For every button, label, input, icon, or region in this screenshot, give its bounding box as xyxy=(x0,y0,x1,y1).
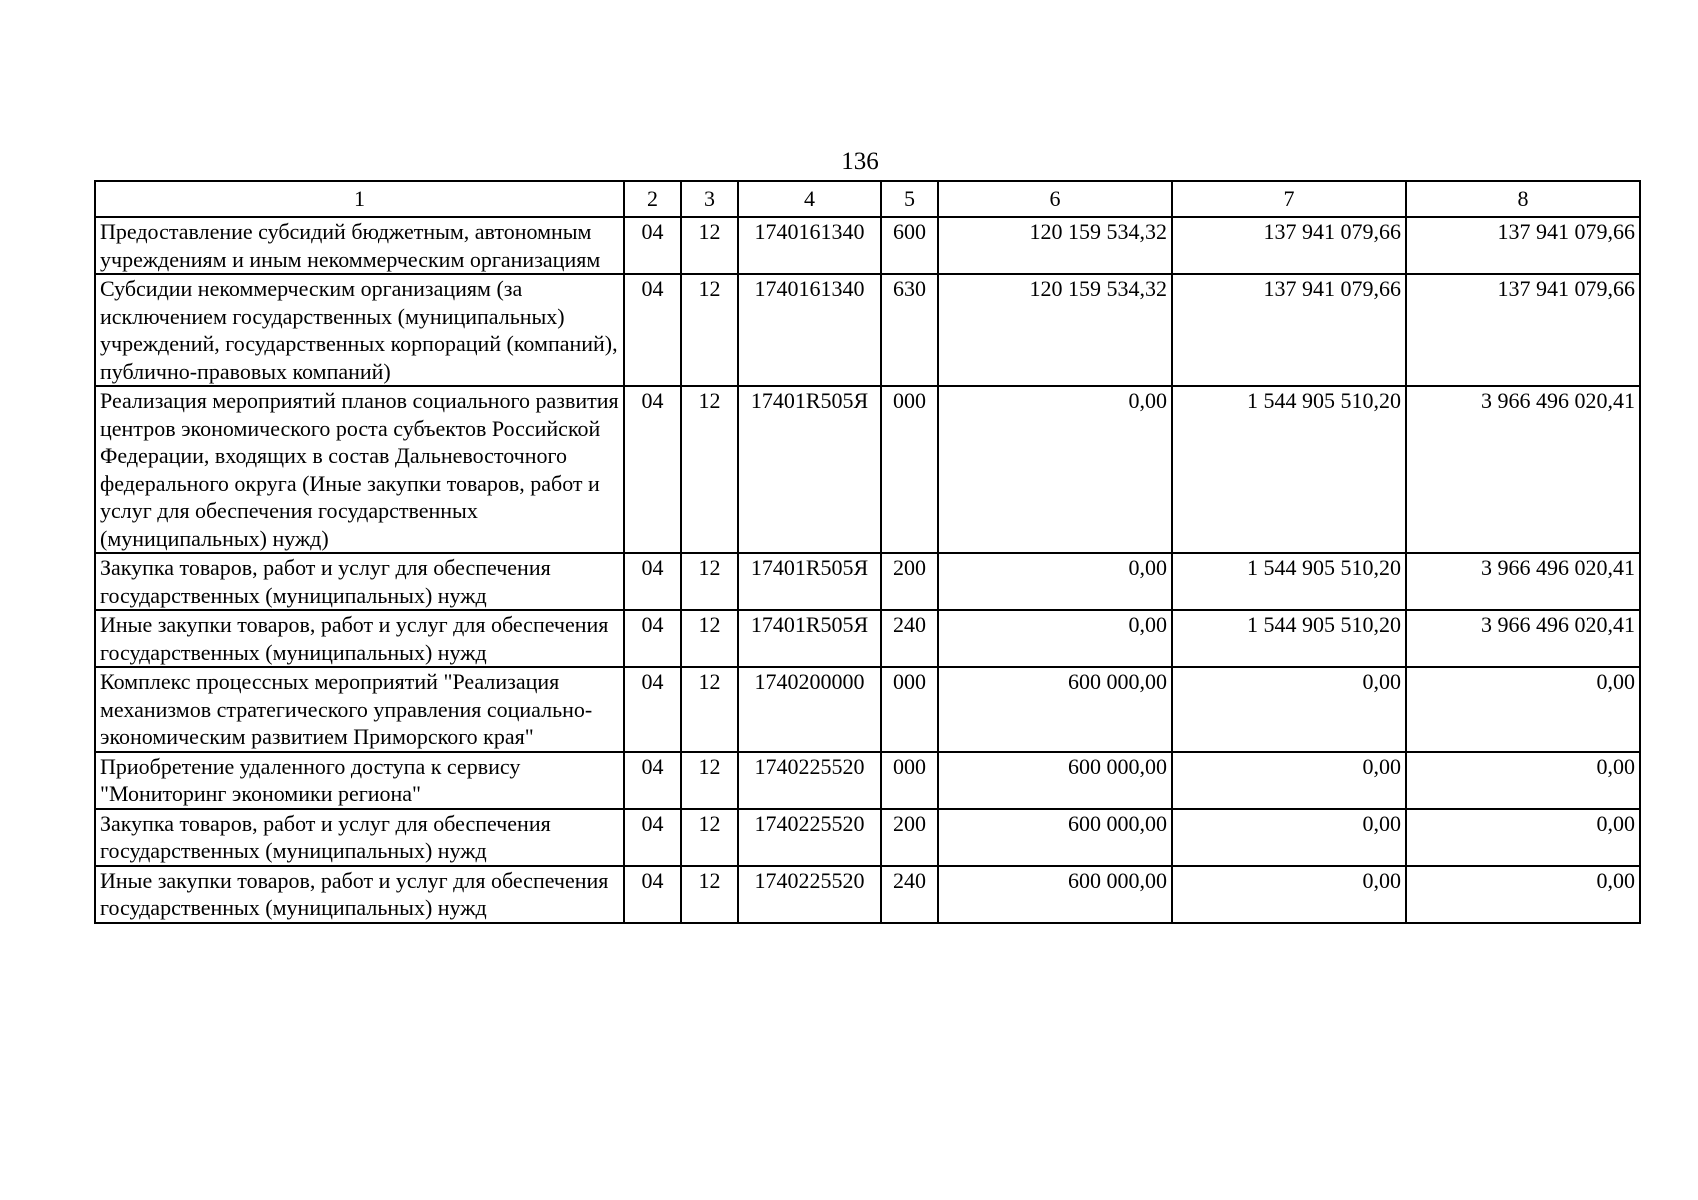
table-row xyxy=(95,866,1640,923)
expense-type-code: 200 xyxy=(881,553,938,610)
amount-col8: 3 966 496 020,41 xyxy=(1406,386,1640,553)
subsection-code: 12 xyxy=(681,809,738,866)
section-code: 04 xyxy=(624,217,681,274)
header-cell: 5 xyxy=(881,181,938,217)
amount-col7: 1 544 905 510,20 xyxy=(1172,553,1406,610)
target-article-code: 1740225520 xyxy=(738,866,881,923)
amount-col8: 3 966 496 020,41 xyxy=(1406,610,1640,667)
row-name: Иные закупки товаров, работ и услуг для обеспечения государственных (муниципальных) нужд xyxy=(95,610,624,667)
section-code: 04 xyxy=(624,274,681,386)
table-row xyxy=(95,274,1640,386)
expense-type-code: 240 xyxy=(881,610,938,667)
target-article-code: 17401R505Я xyxy=(738,553,881,610)
section-code: 04 xyxy=(624,553,681,610)
amount-col6: 120 159 534,32 xyxy=(938,274,1172,386)
amount-col7: 137 941 079,66 xyxy=(1172,217,1406,274)
row-name: Приобретение удаленного доступа к сервису "Мониторинг экономики региона" xyxy=(95,752,624,809)
header-cell: 7 xyxy=(1172,181,1406,217)
amount-col8: 0,00 xyxy=(1406,752,1640,809)
section-code: 04 xyxy=(624,752,681,809)
amount-col8: 0,00 xyxy=(1406,667,1640,752)
row-name: Закупка товаров, работ и услуг для обеспечения государственных (муниципальных) нужд xyxy=(95,553,624,610)
section-code: 04 xyxy=(624,610,681,667)
amount-col7: 137 941 079,66 xyxy=(1172,274,1406,386)
amount-col6: 600 000,00 xyxy=(938,667,1172,752)
row-name: Комплекс процессных мероприятий "Реализация механизмов стратегического управления социально-экономическим развитием Приморского края" xyxy=(95,667,624,752)
amount-col7: 0,00 xyxy=(1172,809,1406,866)
amount-col6: 600 000,00 xyxy=(938,809,1172,866)
amount-col8: 137 941 079,66 xyxy=(1406,217,1640,274)
table-row xyxy=(95,667,1640,752)
header-cell: 1 xyxy=(95,181,624,217)
row-name: Предоставление субсидий бюджетным, автономным учреждениям и иным некоммерческим организациям xyxy=(95,217,624,274)
expense-type-code: 000 xyxy=(881,386,938,553)
amount-col8: 3 966 496 020,41 xyxy=(1406,553,1640,610)
expense-type-code: 600 xyxy=(881,217,938,274)
expense-type-code: 000 xyxy=(881,667,938,752)
subsection-code: 12 xyxy=(681,386,738,553)
amount-col7: 0,00 xyxy=(1172,667,1406,752)
header-cell: 6 xyxy=(938,181,1172,217)
amount-col6: 0,00 xyxy=(938,610,1172,667)
amount-col6: 0,00 xyxy=(938,553,1172,610)
amount-col6: 600 000,00 xyxy=(938,752,1172,809)
section-code: 04 xyxy=(624,386,681,553)
amount-col7: 0,00 xyxy=(1172,866,1406,923)
subsection-code: 12 xyxy=(681,610,738,667)
header-cell: 4 xyxy=(738,181,881,217)
section-code: 04 xyxy=(624,809,681,866)
section-code: 04 xyxy=(624,866,681,923)
amount-col6: 0,00 xyxy=(938,386,1172,553)
row-name: Закупка товаров, работ и услуг для обеспечения государственных (муниципальных) нужд xyxy=(95,809,624,866)
subsection-code: 12 xyxy=(681,553,738,610)
subsection-code: 12 xyxy=(681,866,738,923)
row-name: Субсидии некоммерческим организациям (за исключением государственных (муниципальных) учреждений, государственных корпораций (компаний), публично-правовых компаний) xyxy=(95,274,624,386)
expense-type-code: 240 xyxy=(881,866,938,923)
target-article-code: 1740225520 xyxy=(738,752,881,809)
table-row xyxy=(95,553,1640,610)
subsection-code: 12 xyxy=(681,667,738,752)
table-row xyxy=(95,386,1640,553)
table-row xyxy=(95,809,1640,866)
row-name: Реализация мероприятий планов социального развития центров экономического роста субъектов Российской Федерации, входящих в состав Дальневосточного федерального округа (Иные закупки товаров, работ и услуг для обеспечения государственных (муниципальных) нужд) xyxy=(95,386,624,553)
subsection-code: 12 xyxy=(681,752,738,809)
amount-col6: 120 159 534,32 xyxy=(938,217,1172,274)
amount-col6: 600 000,00 xyxy=(938,866,1172,923)
section-code: 04 xyxy=(624,667,681,752)
target-article-code: 1740225520 xyxy=(738,809,881,866)
table-row xyxy=(95,752,1640,809)
amount-col8: 137 941 079,66 xyxy=(1406,274,1640,386)
expense-type-code: 000 xyxy=(881,752,938,809)
target-article-code: 1740161340 xyxy=(738,274,881,386)
amount-col7: 1 544 905 510,20 xyxy=(1172,386,1406,553)
row-name: Иные закупки товаров, работ и услуг для обеспечения государственных (муниципальных) нужд xyxy=(95,866,624,923)
amount-col8: 0,00 xyxy=(1406,809,1640,866)
target-article-code: 1740161340 xyxy=(738,217,881,274)
amount-col7: 0,00 xyxy=(1172,752,1406,809)
expense-type-code: 630 xyxy=(881,274,938,386)
subsection-code: 12 xyxy=(681,217,738,274)
target-article-code: 17401R505Я xyxy=(738,610,881,667)
subsection-code: 12 xyxy=(681,274,738,386)
amount-col8: 0,00 xyxy=(1406,866,1640,923)
target-article-code: 17401R505Я xyxy=(738,386,881,553)
table-row xyxy=(95,217,1640,274)
expense-type-code: 200 xyxy=(881,809,938,866)
target-article-code: 1740200000 xyxy=(738,667,881,752)
budget-table xyxy=(94,180,1641,924)
amount-col7: 1 544 905 510,20 xyxy=(1172,610,1406,667)
table-header-row xyxy=(95,181,1640,217)
header-cell: 3 xyxy=(681,181,738,217)
header-cell: 8 xyxy=(1406,181,1640,217)
page-number: 136 xyxy=(841,148,879,175)
header-cell: 2 xyxy=(624,181,681,217)
table-row xyxy=(95,610,1640,667)
